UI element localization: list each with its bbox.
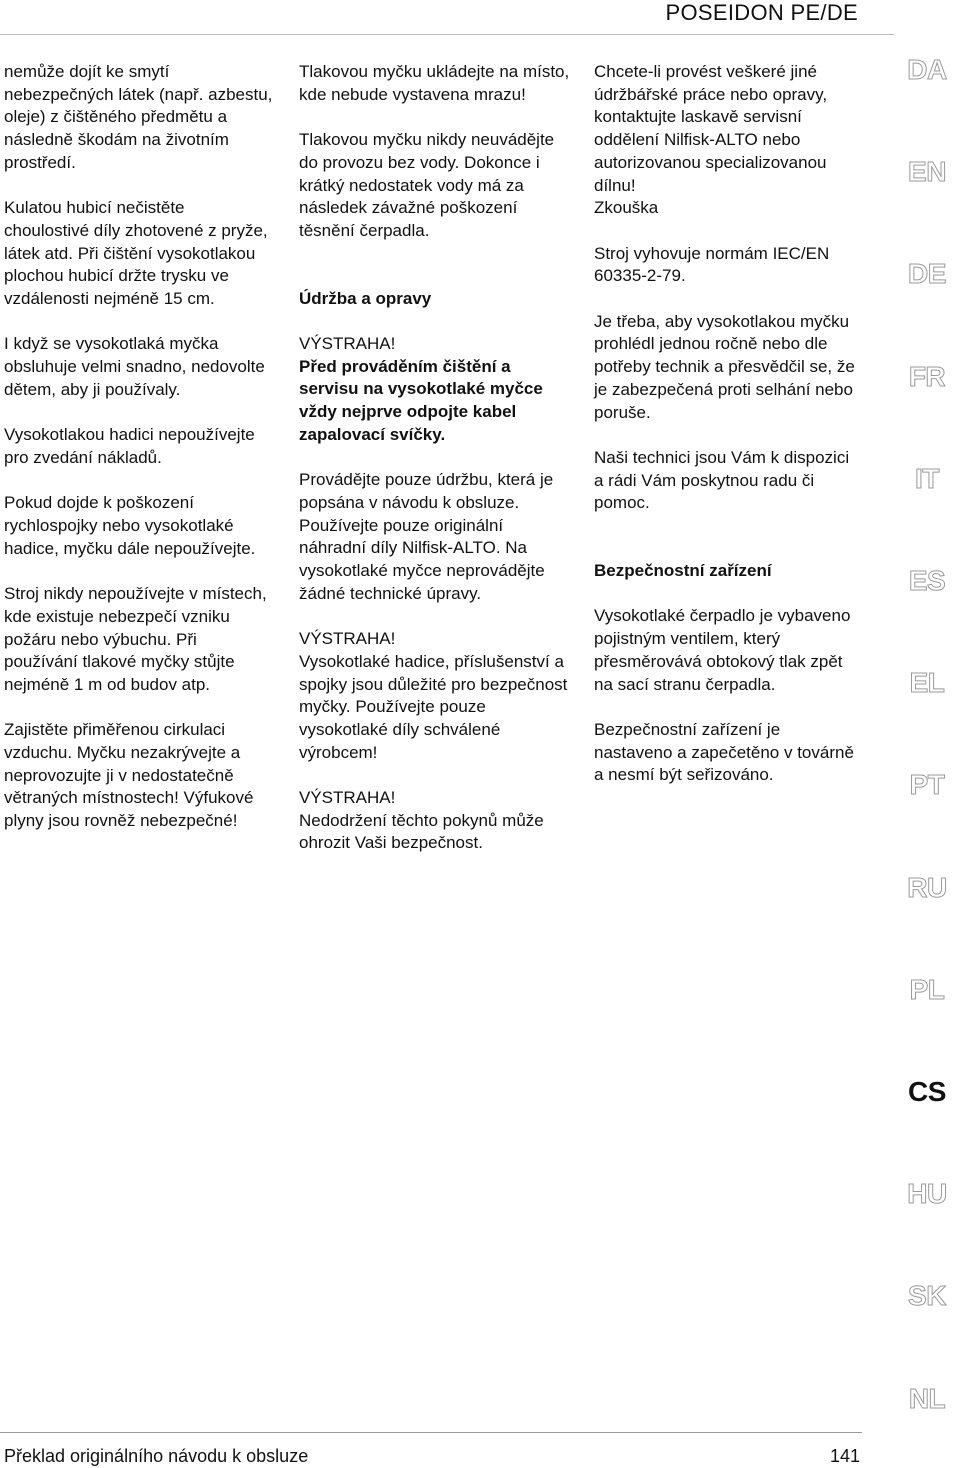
language-tab-el[interactable]: EL — [909, 667, 945, 699]
column-1 — [4, 61, 274, 856]
column-3 — [594, 61, 859, 810]
paragraph-subheading: Zkouška — [594, 198, 659, 218]
section-heading-maintenance: Údržba a opravy — [299, 288, 432, 308]
header-divider — [0, 34, 894, 35]
warning-body: Vysokotlaké hadice, příslušenství a spojky jsou důležité pro bezpečnost myčky. Používejte pouze vysokotlaké díly schválené výrobcem! — [299, 651, 568, 762]
language-tab-it[interactable]: IT — [915, 462, 939, 494]
brand-title: POSEIDON PE/DE — [665, 0, 858, 25]
paragraph: Bezpečnostní zařízení je nastaveno a zapečetěno v továrně a nesmí být seřizováno. — [594, 719, 854, 785]
language-tab-ru[interactable]: RU — [907, 871, 947, 903]
warning-body: Před prováděním čištění a servisu na vysokotlaké myčce vždy nejprve odpojte kabel zapalovací svíčky. — [299, 356, 543, 444]
paragraph: Vysokotlakou hadici nepoužívejte pro zvedání nákladů. — [4, 425, 255, 467]
language-tab-fr[interactable]: FR — [908, 360, 946, 392]
language-tab-hu[interactable]: HU — [907, 1178, 947, 1210]
page-number: 141 — [829, 1446, 860, 1466]
language-tab-cs[interactable]: CS — [908, 1076, 946, 1107]
paragraph: Kulatou hubicí nečistěte choulostivé díly zhotovené z pryže, látek atd. Při čištění vysokotlakou plochou hubicí držte trysku ve vzdálenosti nejméně 15 cm. — [4, 198, 268, 309]
language-tab-sk[interactable]: SK — [908, 1280, 946, 1312]
paragraph: Tlakovou myčku ukládejte na místo, kde nebude vystavena mrazu! — [299, 62, 570, 104]
paragraph: I když se vysokotlaká myčka obsluhuje velmi snadno, nedovolte dětem, aby ji používaly. — [4, 334, 265, 399]
language-tab-es[interactable]: ES — [908, 565, 946, 596]
paragraph — [594, 61, 859, 220]
paragraph: Pokud dojde k poškození rychlospojky nebo vysokotlaké hadice, myčku dále nepoužívejte. — [4, 493, 256, 558]
paragraph: Je třeba, aby vysokotlakou myčku prohlédl jednou ročně nebo dle potřeby technik a přesvědčil se, že je zabezpečená proti selhání nebo poruše. — [594, 311, 855, 422]
paragraph: Zajistěte přiměřenou cirkulaci vzduchu. Myčku nezakrývejte a neprovozujte ji v nedostatečně větraných místnostech! Výfukové plyny jsou rovněž nebezpečné! — [4, 720, 254, 831]
column-2 — [299, 61, 574, 878]
paragraph: Stroj nikdy nepoužívejte v místech, kde existuje nebezpečí vzniku požáru nebo výbuchu. Při používání tlakové myčky stůjte nejméně 1 m od budov atp. — [4, 584, 267, 694]
warning-block — [299, 628, 574, 764]
warning-block — [299, 333, 574, 447]
paragraph: Stroj vyhovuje normám IEC/EN 60335-2-79. — [594, 243, 830, 286]
language-tab-nl[interactable]: NL — [908, 1382, 946, 1414]
warning-title: VÝSTRAHA! — [299, 629, 396, 649]
language-tab-pl[interactable]: PL — [909, 973, 945, 1005]
warning-title: VÝSTRAHA! — [299, 788, 396, 808]
language-tab-en[interactable]: EN — [908, 156, 946, 188]
paragraph: Naši technici jsou Vám k dispozici a rádi Vám poskytnou radu či pomoc. — [594, 447, 850, 513]
paragraph: nemůže dojít ke smytí nebezpečných látek (např. azbestu, oleje) z čištěného předmětu a následně škodám na životním prostředí. — [4, 62, 273, 172]
paragraph: Vysokotlaké čerpadlo je vybaveno pojistným ventilem, který přesměrovává obtokový tlak zpět na sací stranu čerpadla. — [594, 606, 851, 694]
language-tab-da[interactable]: DA — [907, 54, 947, 85]
warning-body: Nedodržení těchto pokynů může ohrozit Vaši bezpečnost. — [299, 810, 544, 853]
language-tab-de[interactable]: DE — [908, 258, 946, 290]
warning-title: VÝSTRAHA! — [299, 334, 396, 353]
footer-title: Překlad originálního návodu k obsluze — [4, 1446, 309, 1466]
paragraph-text: Chcete-li provést veškeré jiné údržbářské práce nebo opravy, kontaktujte laskavě servisní oddělení Nilfisk-ALTO nebo autorizovanou specializovanou dílnu! — [594, 62, 828, 195]
paragraph: Provádějte pouze údržbu, která je popsána v návodu k obsluze. Používejte pouze originální náhradní díly Nilfisk-ALTO. Na vysokotlaké myčce neprovádějte žádné technické úpravy. — [299, 470, 554, 603]
language-tab-pt[interactable]: PT — [909, 769, 945, 801]
paragraph: Tlakovou myčku nikdy neuvádějte do provozu bez vody. Dokonce i krátký nedostatek vody má za následek závažné poškození těsnění čerpadla. — [299, 130, 555, 240]
footer-divider — [0, 1432, 862, 1433]
section-heading-safety: Bezpečnostní zařízení — [594, 561, 772, 581]
warning-block — [299, 787, 574, 855]
